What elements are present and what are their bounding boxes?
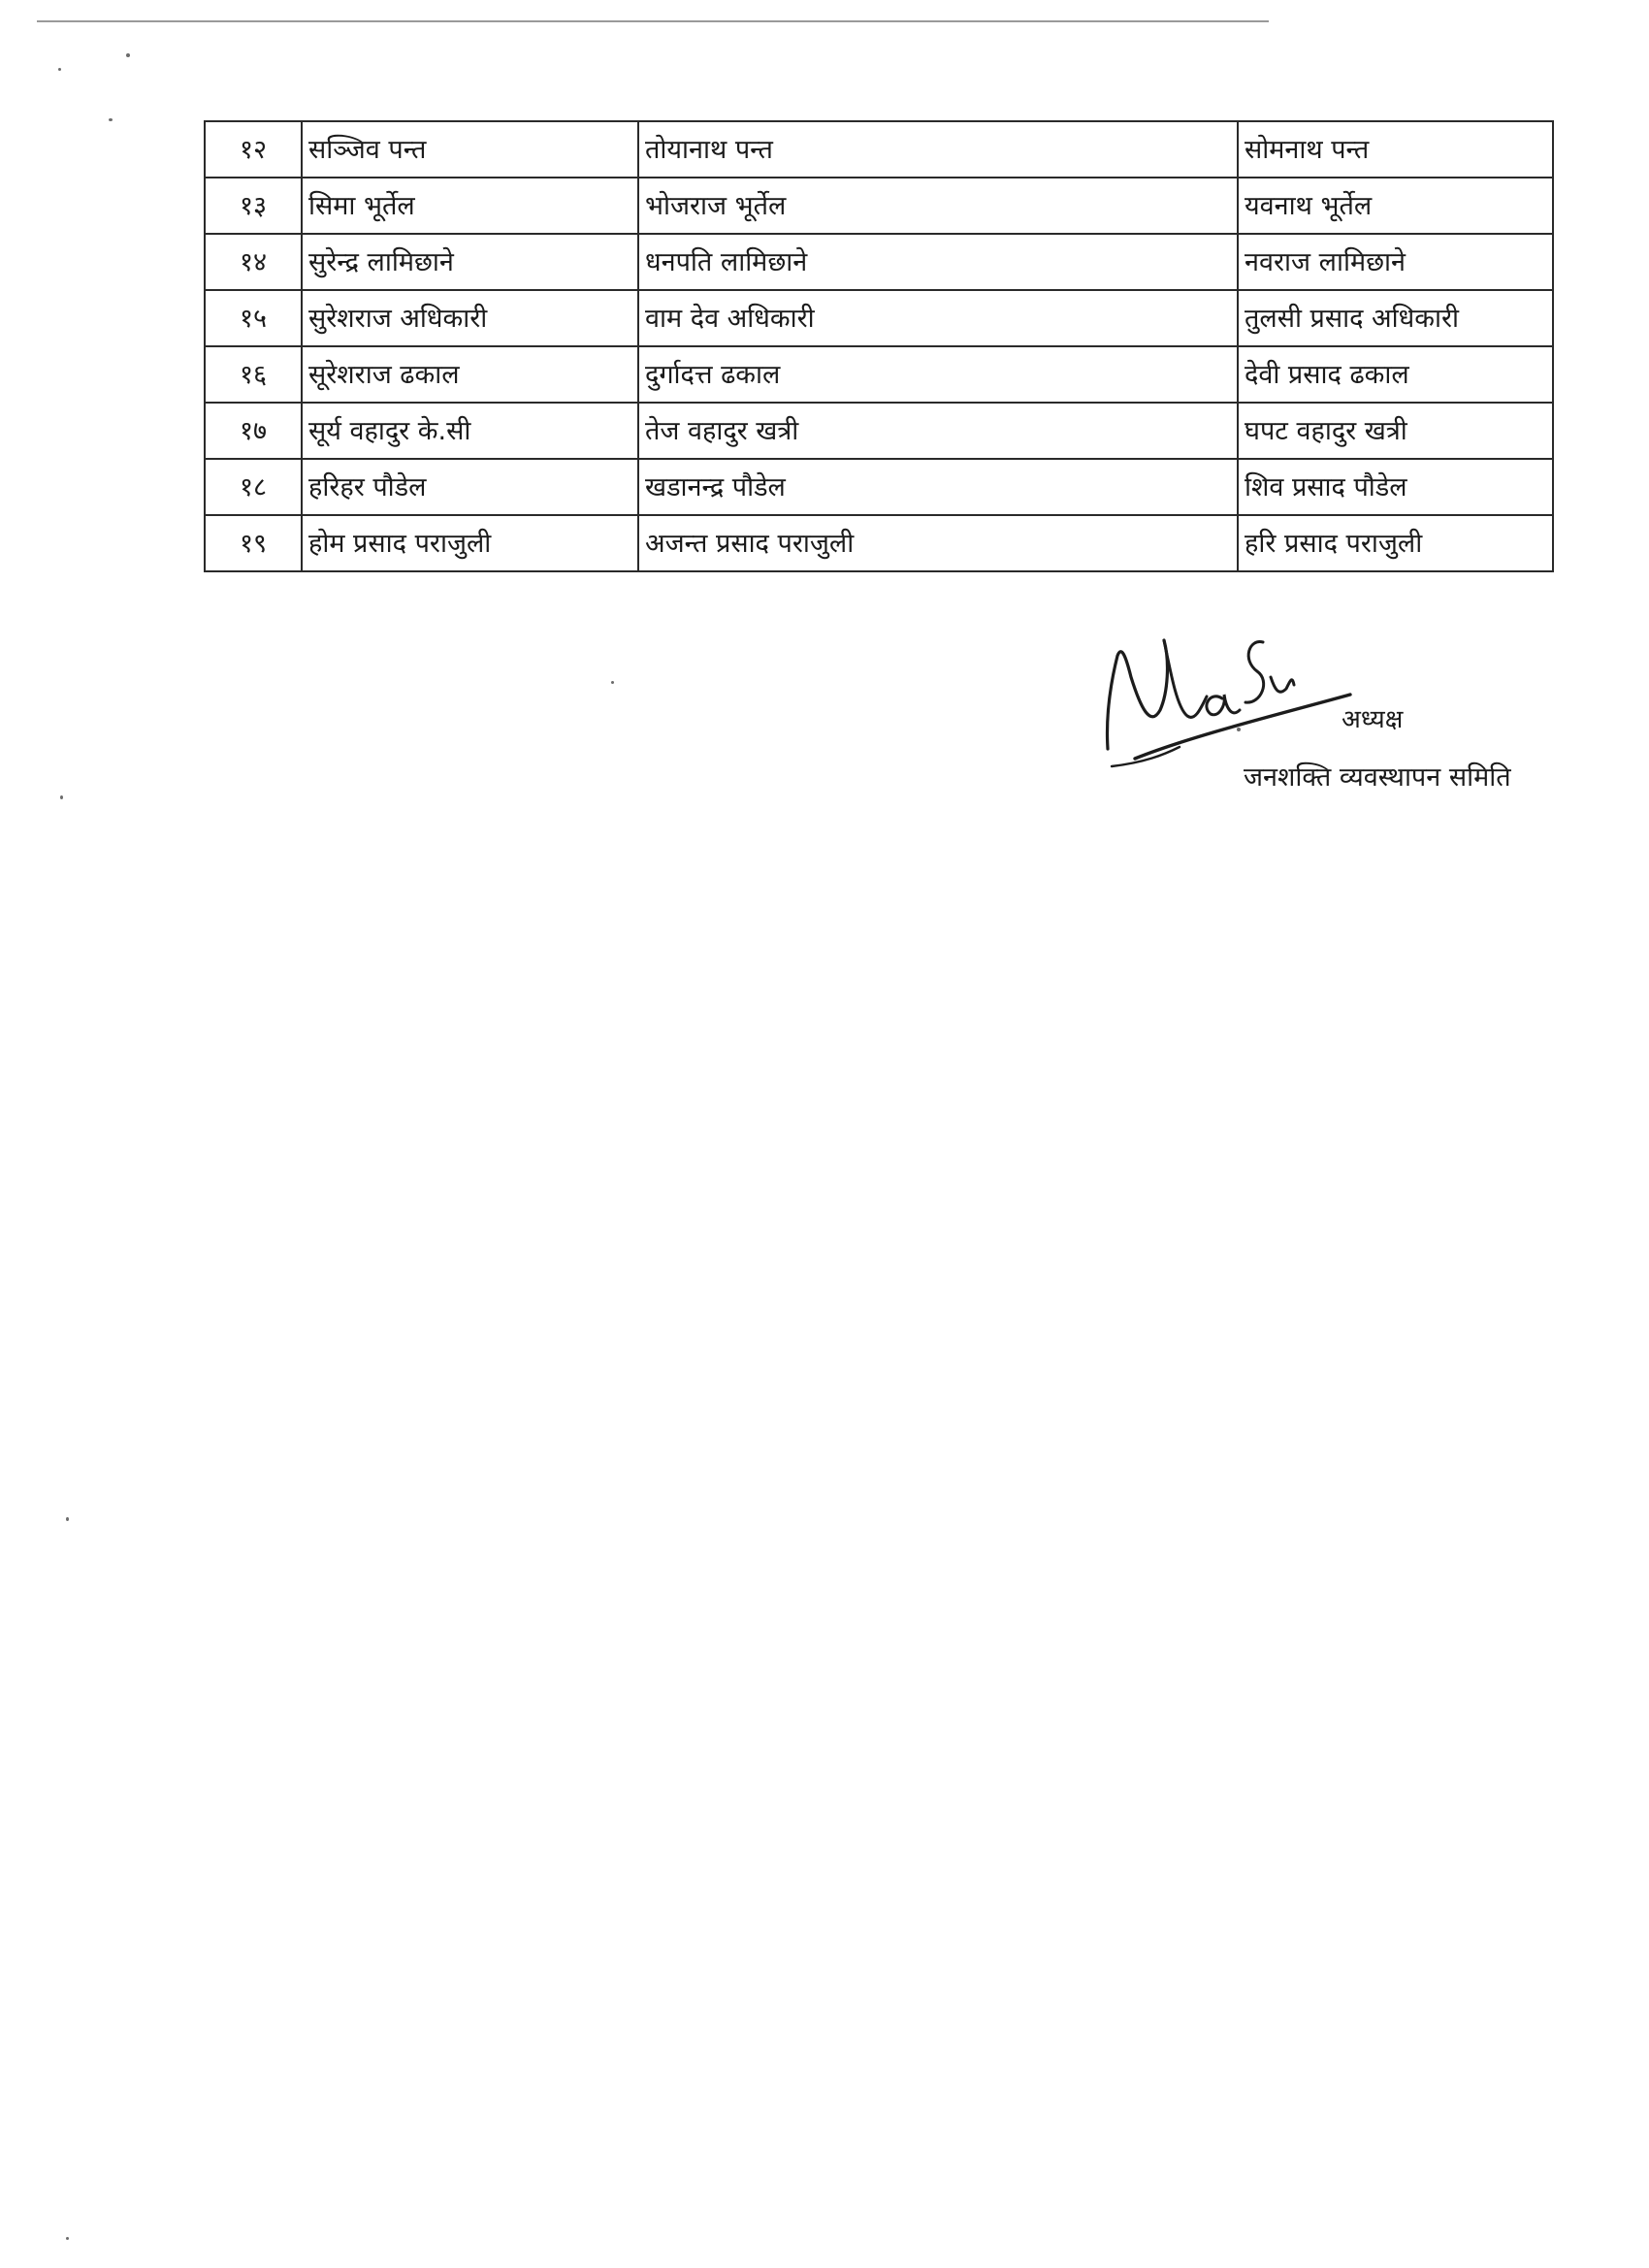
serial-number-cell: १८ [205,459,302,515]
table-row [205,290,1553,346]
table-body [205,121,1553,571]
scan-speck [109,118,113,121]
grandfather-name-cell: घपट वहादुर खत्री [1238,403,1553,459]
serial-number-cell: १६ [205,346,302,403]
grandfather-name-cell: तुलसी प्रसाद अधिकारी [1238,290,1553,346]
father-name-cell: दुर्गादत्त ढकाल [638,346,1238,403]
signatory-title: अध्यक्ष [1342,705,1404,734]
name-cell: सञ्जिव पन्त [302,121,638,178]
scan-speck [611,681,614,684]
scan-speck [66,1517,69,1521]
name-cell: सुरेन्द्र लामिछाने [302,234,638,290]
grandfather-name-cell: यवनाथ भूर्तेल [1238,178,1553,234]
candidate-list-table [204,120,1554,572]
signature-image [1086,621,1377,776]
committee-name: जनशक्ति व्यवस्थापन समिति [1244,762,1511,793]
grandfather-name-cell: देवी प्रसाद ढकाल [1238,346,1553,403]
scan-speck [58,68,61,71]
grandfather-name-cell: हरि प्रसाद पराजुली [1238,515,1553,571]
serial-number-cell: १२ [205,121,302,178]
name-cell: हरिहर पौडेल [302,459,638,515]
father-name-cell: तेज वहादुर खत्री [638,403,1238,459]
serial-number-cell: १३ [205,178,302,234]
name-cell: सुरेशराज अधिकारी [302,290,638,346]
father-name-cell: खडानन्द्र पौडेल [638,459,1238,515]
serial-number-cell: १४ [205,234,302,290]
scan-speck [126,53,130,57]
table-row [205,234,1553,290]
father-name-cell: तोयानाथ पन्त [638,121,1238,178]
father-name-cell: धनपति लामिछाने [638,234,1238,290]
father-name-cell: वाम देव अधिकारी [638,290,1238,346]
grandfather-name-cell: सोमनाथ पन्त [1238,121,1553,178]
scan-speck [66,2237,69,2240]
name-cell: सिमा भूर्तेल [302,178,638,234]
name-cell: सूरेशराज ढकाल [302,346,638,403]
serial-number-cell: १५ [205,290,302,346]
scan-edge-line [37,20,1269,22]
table-row [205,459,1553,515]
serial-number-cell: १७ [205,403,302,459]
table-row [205,403,1553,459]
table-row [205,121,1553,178]
father-name-cell: भोजराज भूर्तेल [638,178,1238,234]
grandfather-name-cell: नवराज लामिछाने [1238,234,1553,290]
name-cell: सूर्य वहादुर के.सी [302,403,638,459]
name-cell: होम प्रसाद पराजुली [302,515,638,571]
table-row [205,515,1553,571]
father-name-cell: अजन्त प्रसाद पराजुली [638,515,1238,571]
table-row [205,178,1553,234]
grandfather-name-cell: शिव प्रसाद पौडेल [1238,459,1553,515]
serial-number-cell: १९ [205,515,302,571]
table-row [205,346,1553,403]
scan-speck [60,795,63,799]
